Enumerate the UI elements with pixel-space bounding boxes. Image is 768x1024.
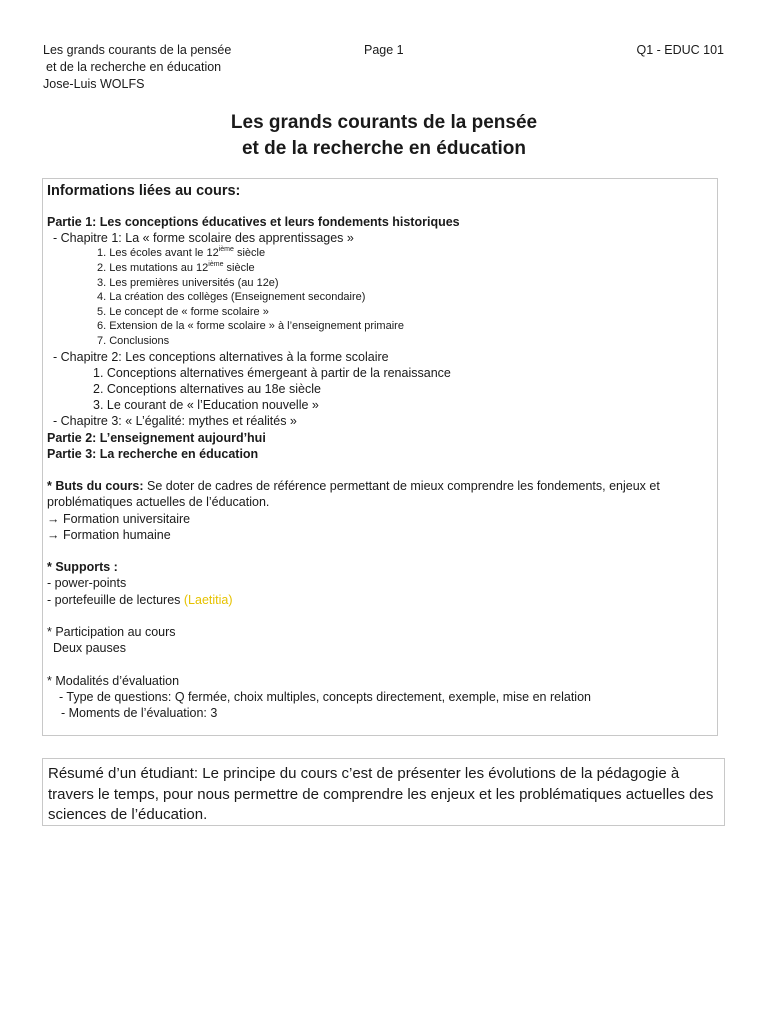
moments-evaluation: - Moments de l’évaluation: 3 xyxy=(61,705,218,720)
ch1-item-7: 7. Conclusions xyxy=(97,334,170,347)
partie-3: Partie 3: La recherche en éducation xyxy=(47,446,259,461)
support-portefeuille: - portefeuille de lectures (Laetitia) xyxy=(47,592,233,607)
page-title-line1: Les grands courants de la pensée xyxy=(230,112,538,133)
type-questions: - Type de questions: Q fermée, choix multiples, concepts directement, exemple, mise en relation xyxy=(59,689,591,704)
support-note: (Laetitia) xyxy=(183,592,233,607)
header-author: Jose-Luis WOLFS xyxy=(43,77,145,91)
participation: * Participation au cours xyxy=(47,624,176,639)
ch2-item-2: 2. Conceptions alternatives au 18e siècle xyxy=(93,381,321,396)
partie-1: Partie 1: Les conceptions éducatives et leurs fondements historiques xyxy=(47,215,460,229)
header-course-code: Q1 - EDUC 101 xyxy=(636,43,724,57)
buts-du-cours: * Buts du cours: Se doter de cadres de référence permettant de mieux comprendre les fondements, enjeux et problématiques actuelles de l’éducation. xyxy=(47,479,660,510)
resume-text: Résumé d’un étudiant: Le principe du cours c’est de présenter les évolutions de la pédagogie à travers le temps, pour nous permettre de comprendre les enjeux et les problématiques actuelles des sciences de l’éducation. xyxy=(48,765,714,823)
header-course-title-line1: Les grands courants de la pensée xyxy=(43,43,232,57)
ch1-item-6: 6. Extension de la « forme scolaire » à l’enseignement primaire xyxy=(97,320,404,333)
page-title-line2: et de la recherche en éducation xyxy=(241,138,527,159)
course-info-box xyxy=(42,178,718,736)
resume-box xyxy=(42,758,725,826)
chapitre-3: - Chapitre 3: « L’égalité: mythes et réalités » xyxy=(53,414,297,429)
header-page-number: Page 1 xyxy=(364,43,404,57)
deux-pauses: Deux pauses xyxy=(53,641,126,656)
modalites-evaluation: * Modalités d’évaluation xyxy=(47,673,180,688)
ch1-item-4: 4. La création des collèges (Enseignement secondaire) xyxy=(97,291,366,304)
header-left xyxy=(43,42,231,93)
supports-label: * Supports : xyxy=(47,560,118,575)
ch1-item-5: 5. Le concept de « forme scolaire » xyxy=(97,305,269,318)
ch2-item-1: 1. Conceptions alternatives émergeant à partir de la renaissance xyxy=(93,365,451,380)
chapitre-1: - Chapitre 1: La « forme scolaire des apprentissages » xyxy=(53,231,354,246)
formation-humaine: → Formation humaine xyxy=(47,527,171,542)
ch1-item-1: 1. Les écoles avant le 12ième siècle xyxy=(97,246,266,260)
ch1-item-3: 3. Les premières universités (au 12e) xyxy=(97,276,279,289)
ch2-item-3: 3. Le courant de « l’Education nouvelle » xyxy=(93,398,319,413)
chapitre-2: - Chapitre 2: Les conceptions alternatives à la forme scolaire xyxy=(53,349,389,364)
formation-universitaire: → Formation universitaire xyxy=(47,511,191,526)
info-heading: Informations liées au cours: xyxy=(47,183,241,199)
ch1-item-2: 2. Les mutations au 12ième siècle xyxy=(97,261,255,274)
header-course-title-line2: et de la recherche en éducation xyxy=(46,60,222,74)
partie-2: Partie 2: L’enseignement aujourd’hui xyxy=(47,430,266,445)
page-title xyxy=(0,110,768,162)
support-power-points: - power-points xyxy=(47,576,127,591)
